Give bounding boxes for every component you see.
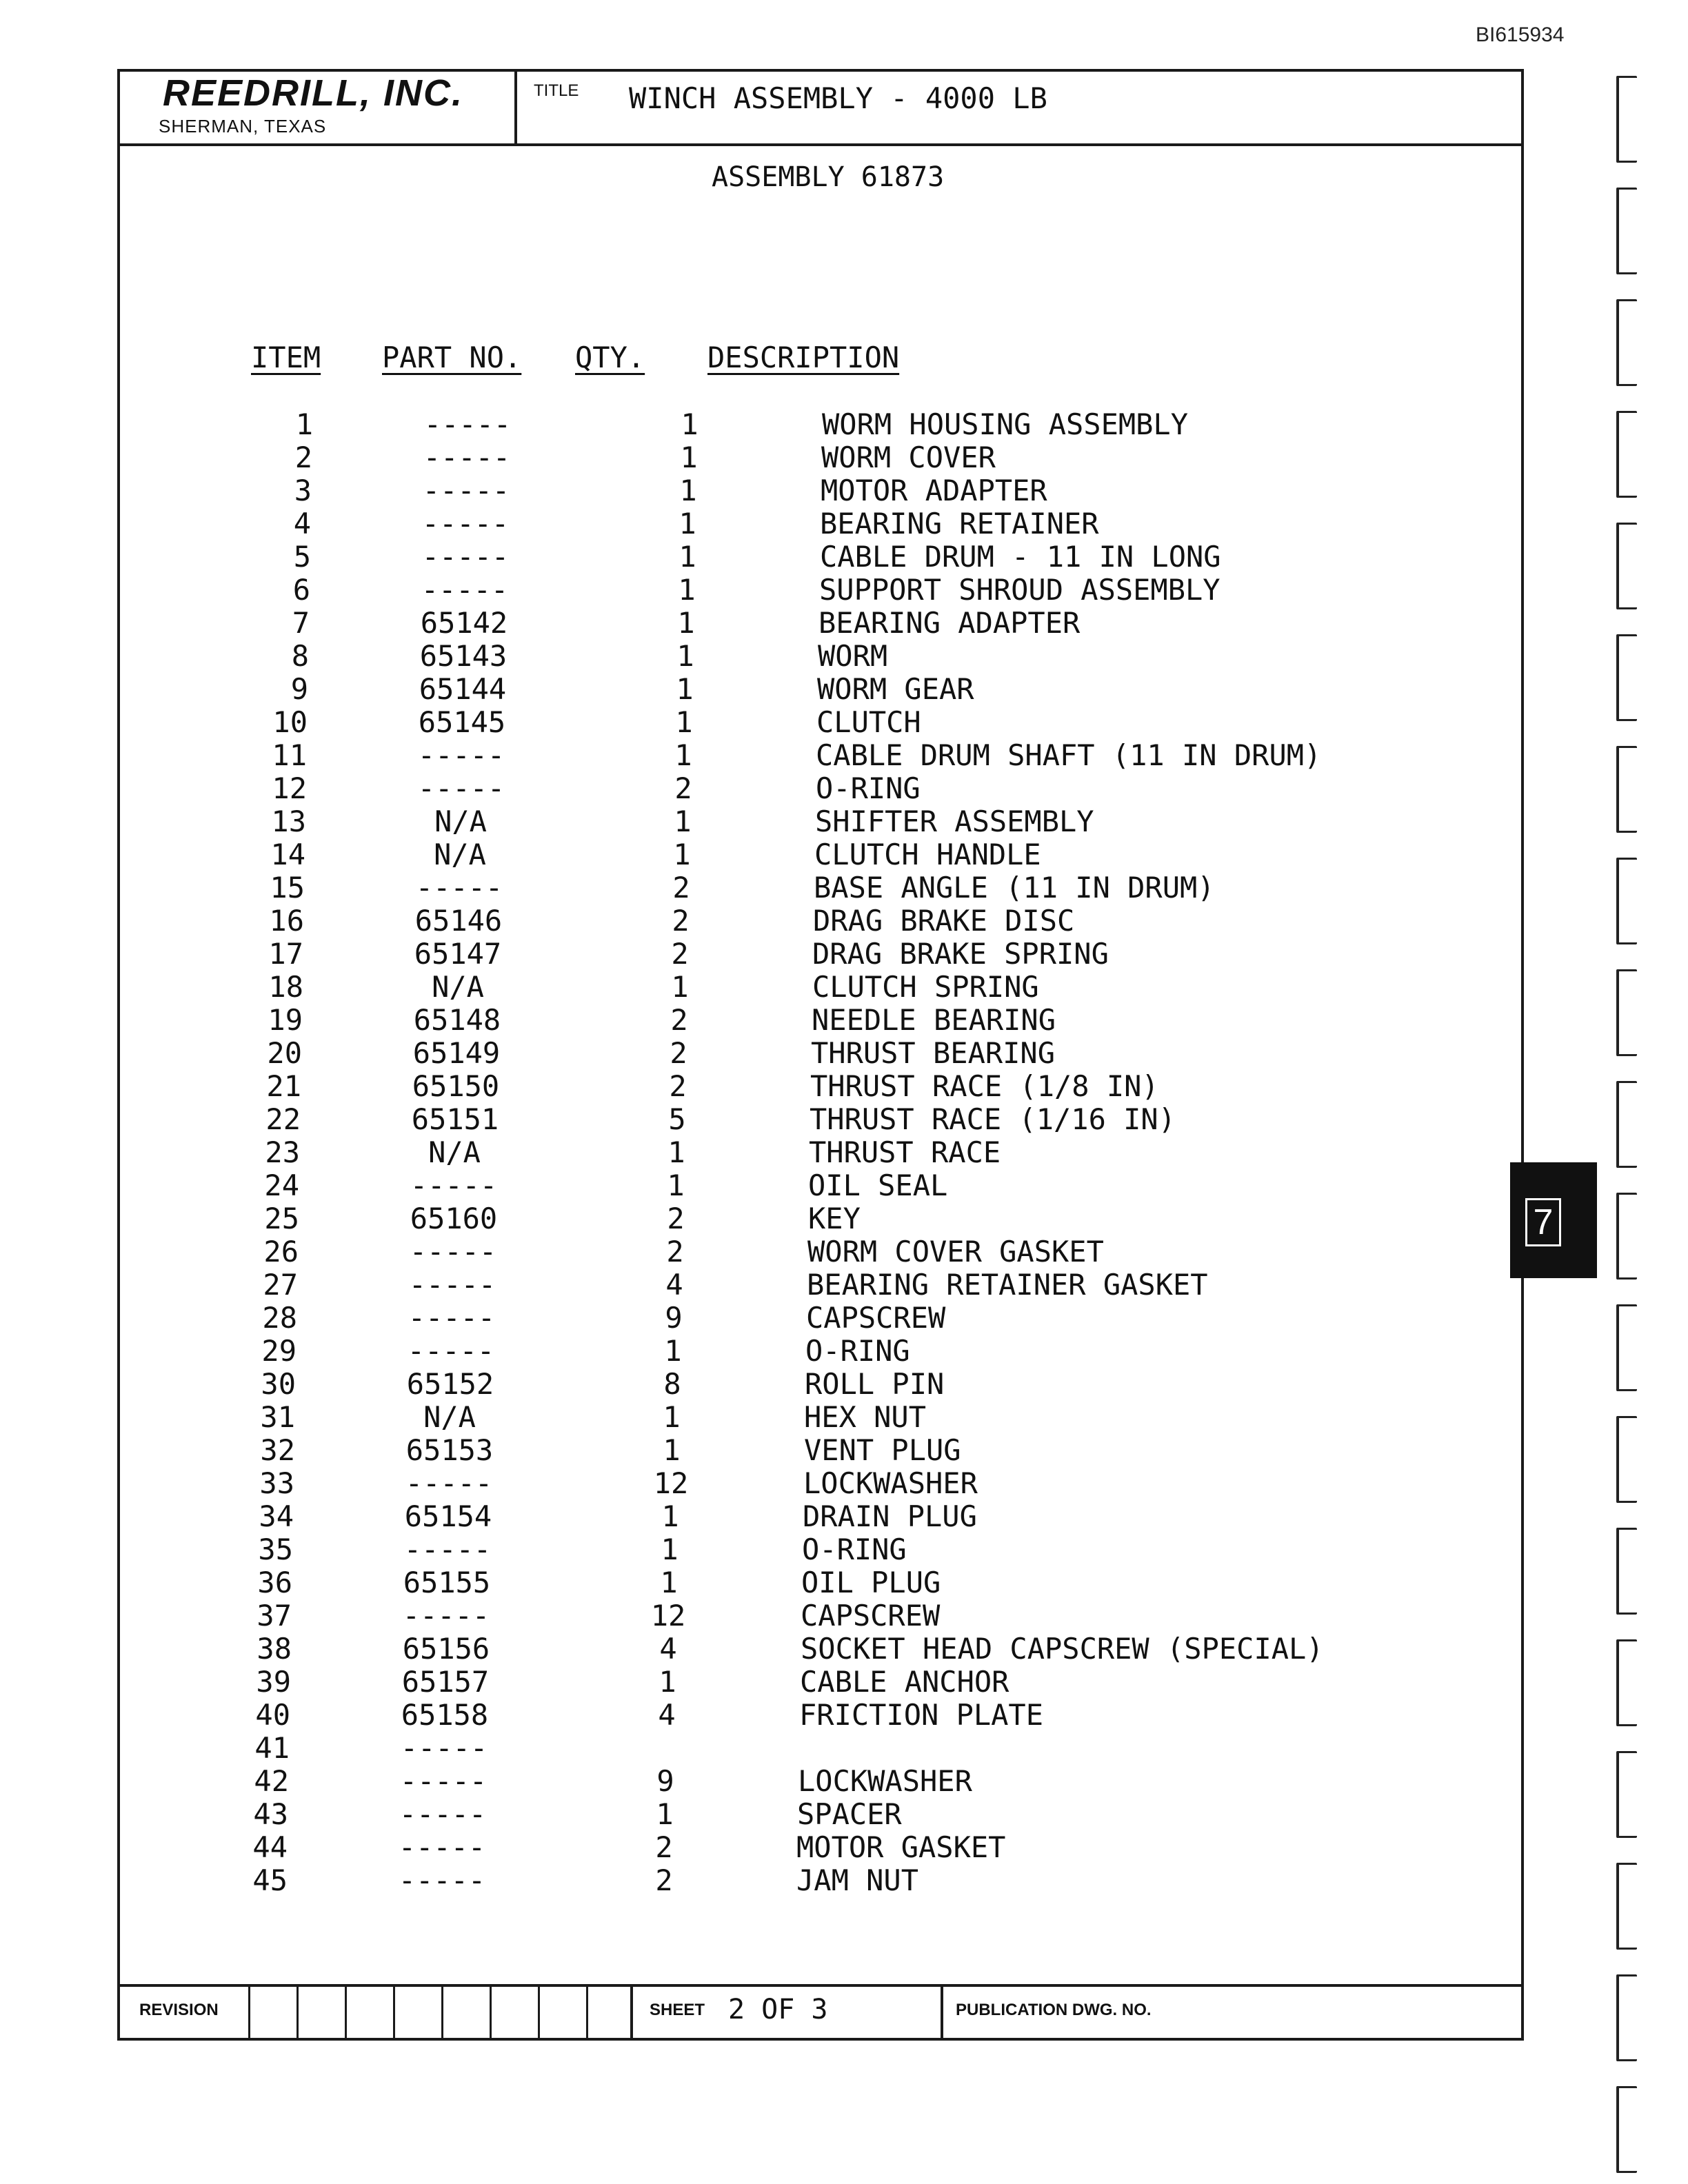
item-number: 17 [268, 937, 303, 971]
quantity: 4 [658, 1698, 676, 1732]
quantity: 12 [650, 1599, 686, 1632]
quantity: 1 [679, 540, 696, 574]
part-number: N/A [423, 1400, 476, 1434]
description: DRAG BRAKE SPRING [812, 937, 1109, 971]
description: WORM COVER [821, 441, 996, 474]
quantity: 2 [672, 904, 690, 938]
item-number: 45 [252, 1863, 288, 1897]
item-number: 32 [260, 1433, 295, 1467]
table-row [120, 1632, 1521, 1666]
part-number: 65147 [414, 937, 502, 971]
part-number: ----- [399, 1797, 487, 1831]
drawing-frame [117, 69, 1524, 2041]
description: CABLE DRUM SHAFT (11 IN DRUM) [816, 738, 1322, 772]
binder-bracket [1616, 1081, 1637, 1168]
table-row [120, 1666, 1521, 1699]
description: CAPSCREW [806, 1301, 946, 1335]
quantity: 8 [663, 1367, 681, 1401]
description: SPACER [797, 1797, 902, 1831]
part-number: 65146 [414, 904, 503, 938]
table-row [120, 1566, 1521, 1599]
quantity: 2 [667, 1202, 685, 1235]
description: LOCKWASHER [798, 1764, 972, 1798]
table-row [120, 1004, 1521, 1037]
part-number: ----- [408, 1301, 496, 1335]
quantity: 2 [672, 871, 690, 904]
binder-bracket [1616, 1863, 1637, 1950]
part-number: ----- [409, 1235, 497, 1268]
item-number: 8 [291, 639, 309, 673]
item-number: 30 [261, 1367, 296, 1401]
quantity: 2 [666, 1235, 684, 1268]
item-number: 24 [264, 1169, 299, 1202]
table-row [120, 640, 1521, 673]
table-row [120, 1765, 1521, 1798]
quantity: 4 [659, 1632, 677, 1666]
part-number: ----- [423, 407, 512, 441]
quantity: 1 [680, 441, 698, 474]
quantity: 1 [674, 738, 692, 772]
binder-bracket [1616, 523, 1637, 609]
part-number: 65151 [411, 1102, 499, 1136]
description: MOTOR ADAPTER [821, 474, 1047, 507]
quantity: 1 [675, 705, 693, 739]
quantity: 1 [667, 1135, 685, 1169]
description: LOCKWASHER [803, 1466, 978, 1500]
item-number: 29 [261, 1334, 297, 1368]
description: CABLE ANCHOR [800, 1665, 1009, 1699]
table-row [120, 772, 1521, 805]
part-number: 65160 [410, 1202, 498, 1235]
quantity: 1 [676, 672, 694, 706]
description: WORM COVER GASKET [807, 1235, 1104, 1268]
table-row [120, 540, 1521, 574]
item-number: 23 [265, 1135, 300, 1169]
table-row [120, 1103, 1521, 1136]
part-number: N/A [434, 805, 487, 838]
table-row [120, 1401, 1521, 1434]
table-row [120, 574, 1521, 607]
description: HEX NUT [804, 1400, 927, 1434]
column-header-qty: QTY. [575, 341, 645, 374]
title-label: TITLE [534, 81, 579, 100]
description: FRICTION PLATE [799, 1698, 1044, 1732]
description: THRUST RACE (1/16 IN) [810, 1102, 1176, 1136]
quantity: 12 [653, 1466, 689, 1500]
quantity: 1 [671, 970, 689, 1004]
table-row [120, 1500, 1521, 1533]
table-row [120, 1533, 1521, 1566]
table-row [120, 1368, 1521, 1401]
quantity: 1 [678, 573, 696, 607]
description: ROLL PIN [805, 1367, 945, 1401]
description: OIL PLUG [801, 1566, 941, 1599]
part-number: ----- [403, 1533, 492, 1566]
footer-block [120, 1984, 1521, 2038]
table-row [120, 607, 1521, 640]
item-number: 44 [252, 1830, 288, 1864]
part-number: 65155 [403, 1566, 491, 1599]
part-number: N/A [428, 1135, 481, 1169]
table-row [120, 805, 1521, 838]
part-number: ----- [398, 1863, 486, 1897]
description: CLUTCH [816, 705, 921, 739]
item-number: 43 [253, 1797, 288, 1831]
part-number: 65144 [419, 672, 507, 706]
part-number: ----- [421, 573, 509, 607]
quantity: 9 [656, 1764, 674, 1798]
table-row [120, 871, 1521, 904]
quantity: 1 [681, 407, 699, 441]
quantity: 1 [677, 606, 695, 640]
table-row [120, 1268, 1521, 1302]
description: BEARING ADAPTER [818, 606, 1081, 640]
part-number: ----- [398, 1830, 486, 1864]
table-row [120, 1864, 1521, 1897]
binder-bracket [1616, 1528, 1637, 1615]
binder-bracket [1616, 1304, 1637, 1391]
quantity: 2 [655, 1830, 673, 1864]
sheet-box [630, 1987, 943, 2038]
part-number: 65148 [413, 1003, 501, 1037]
part-number: ----- [422, 474, 510, 507]
description: BEARING RETAINER [820, 507, 1099, 540]
quantity: 1 [674, 805, 692, 838]
quantity: 2 [669, 1069, 687, 1103]
item-number: 13 [271, 805, 306, 838]
binder-bracket [1616, 1639, 1637, 1726]
item-number: 22 [265, 1102, 301, 1136]
revision-cell [586, 1987, 588, 2038]
item-number: 19 [268, 1003, 303, 1037]
revision-cell [393, 1987, 395, 2038]
description: DRAIN PLUG [803, 1499, 977, 1533]
part-number: 65150 [412, 1069, 500, 1103]
table-row [120, 1169, 1521, 1202]
table-row [120, 938, 1521, 971]
item-number: 14 [270, 838, 305, 871]
binder-bracket [1616, 1751, 1637, 1838]
table-row [120, 474, 1521, 507]
description: DRAG BRAKE DISC [813, 904, 1075, 938]
description: O-RING [816, 771, 921, 805]
table-row [120, 673, 1521, 706]
column-header-item: ITEM [251, 341, 321, 374]
quantity: 1 [659, 1665, 676, 1699]
binder-bracket [1616, 2086, 1637, 2173]
company-location: SHERMAN, TEXAS [159, 116, 327, 136]
company-name: REEDRILL, INC. [163, 72, 464, 114]
quantity: 1 [679, 474, 697, 507]
table-row [120, 904, 1521, 938]
quantity: 9 [665, 1301, 683, 1335]
part-number: ----- [410, 1169, 498, 1202]
table-row [120, 408, 1521, 441]
description: CLUTCH SPRING [812, 970, 1039, 1004]
part-number: 65143 [419, 639, 508, 673]
revision-cell [490, 1987, 492, 2038]
quantity: 1 [661, 1499, 679, 1533]
binder-bracket [1616, 634, 1637, 721]
item-number: 3 [294, 474, 312, 507]
description: THRUST RACE (1/8 IN) [810, 1069, 1159, 1103]
part-number: ----- [408, 1268, 496, 1302]
item-number: 16 [269, 904, 304, 938]
table-row [120, 441, 1521, 474]
document-title: WINCH ASSEMBLY - 4000 LB [629, 81, 1047, 115]
table-row [120, 1599, 1521, 1632]
description: THRUST BEARING [811, 1036, 1056, 1070]
description: O-RING [802, 1533, 907, 1566]
table-row [120, 1434, 1521, 1467]
quantity: 4 [665, 1268, 683, 1302]
revision-cell [297, 1987, 299, 2038]
table-row [120, 1070, 1521, 1103]
item-number: 11 [272, 738, 307, 772]
binder-bracket [1616, 1193, 1637, 1280]
description: OIL SEAL [808, 1169, 948, 1202]
item-number: 41 [254, 1731, 290, 1765]
parts-list [120, 408, 1521, 1897]
table-row [120, 1831, 1521, 1864]
binder-bracket [1616, 858, 1637, 944]
item-number: 10 [272, 705, 308, 739]
item-number: 20 [267, 1036, 302, 1070]
part-number: ----- [417, 738, 505, 772]
item-number: 37 [257, 1599, 292, 1632]
quantity: 1 [679, 507, 696, 540]
part-number: ----- [405, 1466, 493, 1500]
table-row [120, 1335, 1521, 1368]
part-number: 65149 [412, 1036, 501, 1070]
item-number: 9 [290, 672, 308, 706]
table-row [120, 739, 1521, 772]
part-number: ----- [423, 441, 511, 474]
part-number: ----- [415, 871, 503, 904]
quantity: 1 [673, 838, 691, 871]
part-number: 65156 [402, 1632, 490, 1666]
quantity: 1 [664, 1334, 682, 1368]
table-row [120, 1136, 1521, 1169]
table-row [120, 1302, 1521, 1335]
item-number: 39 [256, 1665, 291, 1699]
description: BASE ANGLE (11 IN DRUM) [814, 871, 1215, 904]
document-id: BI615934 [1476, 23, 1565, 46]
part-number: ----- [417, 771, 505, 805]
title-block [120, 72, 1521, 146]
part-number: 65154 [404, 1499, 492, 1533]
item-number: 27 [263, 1268, 298, 1302]
publication-dwg-label: PUBLICATION DWG. NO. [956, 2001, 1152, 2019]
table-row [120, 971, 1521, 1004]
column-header-part-no: PART NO. [382, 341, 522, 374]
sheet-label: SHEET [650, 2001, 705, 2019]
part-number: ----- [399, 1764, 488, 1798]
binder-bracket [1616, 188, 1637, 274]
binder-bracket [1616, 969, 1637, 1056]
description: NEEDLE BEARING [812, 1003, 1056, 1037]
quantity: 1 [667, 1169, 685, 1202]
table-row [120, 507, 1521, 540]
quantity: 2 [671, 937, 689, 971]
item-number: 15 [270, 871, 305, 904]
item-number: 5 [293, 540, 311, 574]
item-number: 31 [260, 1400, 295, 1434]
description: SUPPORT SHROUD ASSEMBLY [819, 573, 1220, 607]
section-tab-number: 7 [1525, 1198, 1561, 1246]
item-number: 28 [262, 1301, 297, 1335]
part-number: 65145 [418, 705, 506, 739]
item-number: 36 [257, 1566, 292, 1599]
description: SOCKET HEAD CAPSCREW (SPECIAL) [801, 1632, 1324, 1666]
revision-cell [538, 1987, 540, 2038]
binder-bracket [1616, 746, 1637, 833]
description: KEY [808, 1202, 861, 1235]
item-number: 25 [264, 1202, 299, 1235]
quantity: 5 [668, 1102, 686, 1136]
revision-cell [441, 1987, 443, 2038]
binder-bracket [1616, 1416, 1637, 1503]
quantity: 1 [656, 1797, 674, 1831]
part-number: ----- [402, 1599, 490, 1632]
part-number: 65152 [406, 1367, 494, 1401]
item-number: 26 [263, 1235, 299, 1268]
table-row [120, 1467, 1521, 1500]
table-row [120, 1037, 1521, 1070]
quantity: 2 [655, 1863, 673, 1897]
revision-cell [248, 1987, 250, 2038]
item-number: 38 [257, 1632, 292, 1666]
column-header-description: DESCRIPTION [707, 341, 900, 374]
part-number: ----- [421, 540, 510, 574]
item-number: 21 [266, 1069, 301, 1103]
item-number: 7 [292, 606, 310, 640]
table-row [120, 1732, 1521, 1765]
table-row [120, 1202, 1521, 1235]
item-number: 35 [258, 1533, 293, 1566]
description: THRUST RACE [809, 1135, 1001, 1169]
table-row [120, 706, 1521, 739]
table-row [120, 1235, 1521, 1268]
description: MOTOR GASKET [796, 1830, 1006, 1864]
description: WORM [818, 639, 888, 673]
quantity: 1 [676, 639, 694, 673]
item-number: 33 [259, 1466, 294, 1500]
part-number: 65158 [401, 1698, 489, 1732]
binder-bracket [1616, 76, 1637, 163]
quantity: 1 [663, 1433, 681, 1467]
binder-bracket [1616, 411, 1637, 498]
part-number: 65157 [401, 1665, 490, 1699]
sheet-number: 2 OF 3 [728, 1994, 828, 2025]
description: CABLE DRUM - 11 IN LONG [820, 540, 1221, 574]
description: BEARING RETAINER GASKET [807, 1268, 1208, 1302]
quantity: 1 [660, 1566, 678, 1599]
part-number: ----- [400, 1731, 488, 1765]
revision-label: REVISION [139, 2001, 219, 2019]
table-row [120, 838, 1521, 871]
section-tab [1510, 1162, 1597, 1278]
part-number: ----- [421, 507, 510, 540]
table-row [120, 1699, 1521, 1732]
part-number: N/A [432, 970, 484, 1004]
item-number: 18 [268, 970, 303, 1004]
item-number: 42 [254, 1764, 289, 1798]
item-number: 6 [292, 573, 310, 607]
revision-cell [345, 1987, 347, 2038]
quantity: 2 [674, 771, 692, 805]
table-row [120, 1798, 1521, 1831]
description: SHIFTER ASSEMBLY [815, 805, 1094, 838]
assembly-number: ASSEMBLY 61873 [712, 161, 945, 193]
description: WORM HOUSING ASSEMBLY [822, 407, 1189, 441]
binder-bracket [1616, 1974, 1637, 2061]
description: CAPSCREW [801, 1599, 941, 1632]
quantity: 2 [670, 1036, 687, 1070]
description: JAM NUT [796, 1863, 919, 1897]
item-number: 4 [293, 507, 311, 540]
quantity: 2 [670, 1003, 688, 1037]
item-number: 1 [295, 407, 313, 441]
description: CLUTCH HANDLE [814, 838, 1041, 871]
part-number: 65153 [405, 1433, 494, 1467]
quantity: 1 [663, 1400, 681, 1434]
part-number: N/A [434, 838, 486, 871]
part-number: ----- [407, 1334, 495, 1368]
quantity: 1 [661, 1533, 679, 1566]
description: WORM GEAR [817, 672, 974, 706]
item-number: 40 [255, 1698, 290, 1732]
part-number: 65142 [420, 606, 508, 640]
company-box [120, 72, 517, 143]
item-number: 12 [272, 771, 307, 805]
binder-bracket [1616, 299, 1637, 386]
description: O-RING [805, 1334, 910, 1368]
item-number: 2 [294, 441, 312, 474]
description: VENT PLUG [804, 1433, 961, 1467]
item-number: 34 [259, 1499, 294, 1533]
